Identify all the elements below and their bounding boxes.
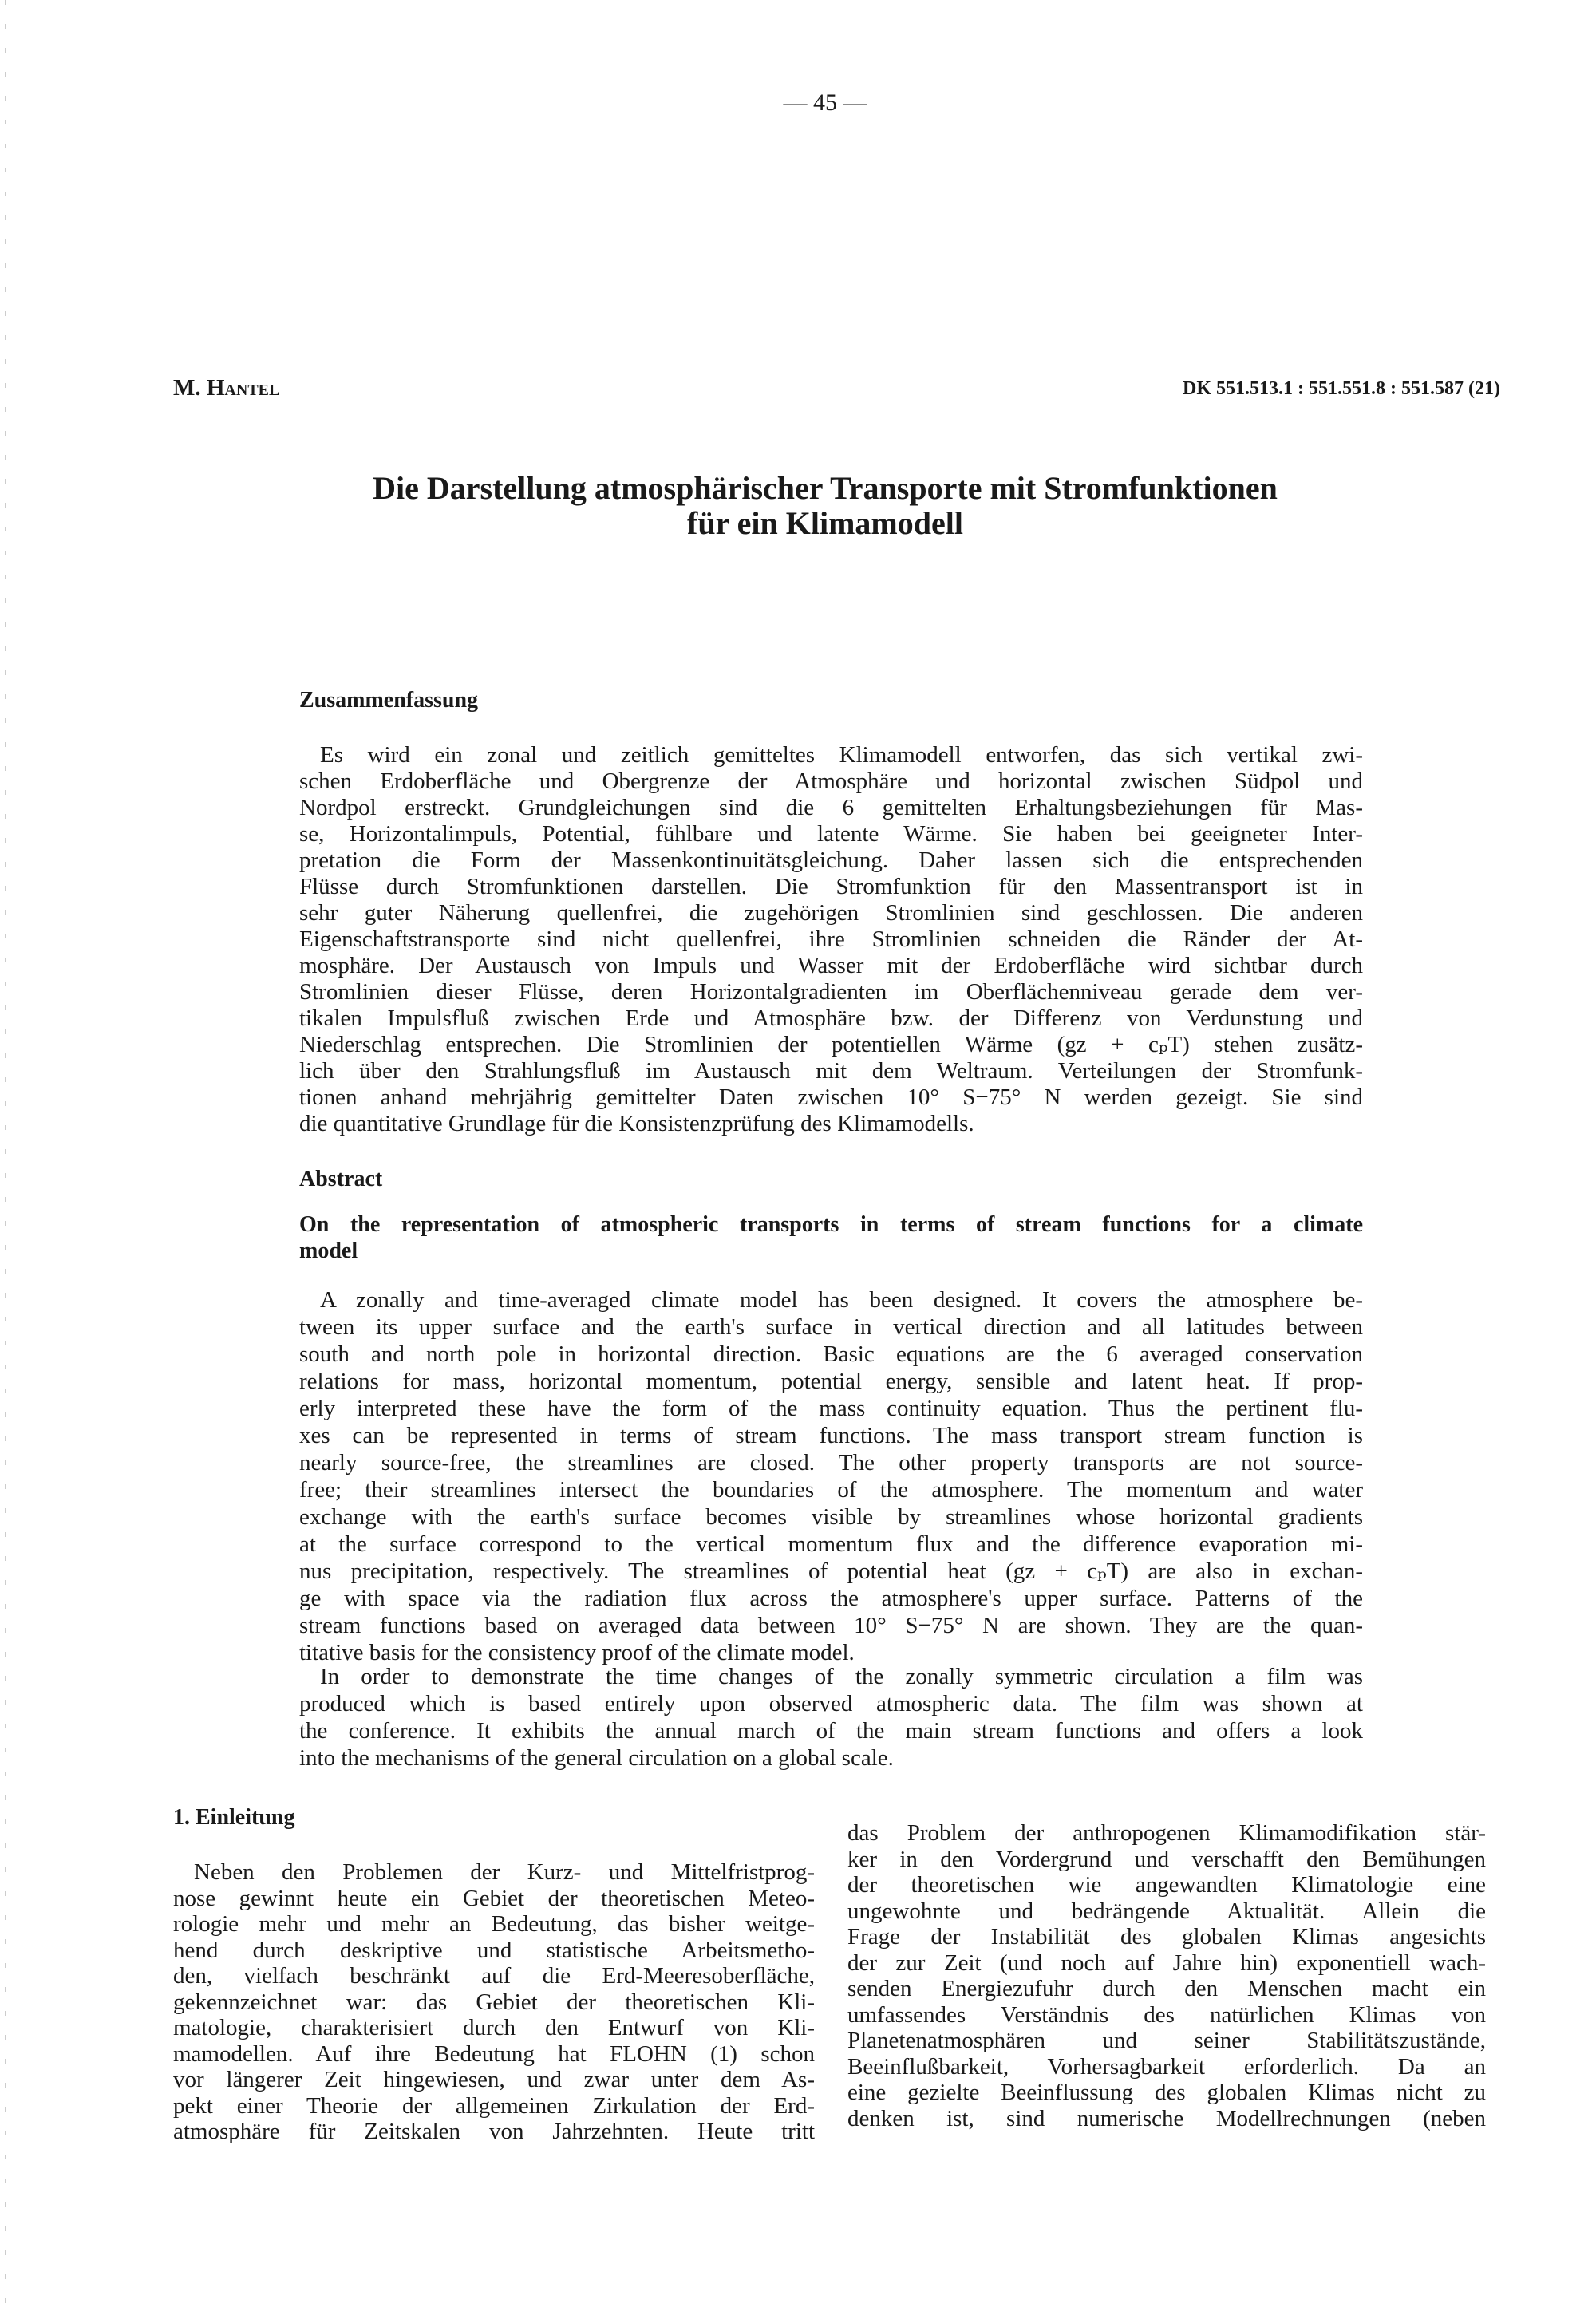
text-line: tionen anhand mehrjährig gemittelter Daten zwischen 10° S−75° N werden gezeigt. Sie sind — [299, 1084, 1363, 1110]
page-number: — 45 — — [783, 89, 867, 116]
author-initial: M. — [173, 375, 207, 401]
text-line: Flüsse durch Stromfunktionen darstellen. Die Stromfunktion für den Massentransport ist in — [299, 874, 1363, 899]
text-line: south and north pole in horizontal direction. Basic equations are the 6 averaged conservation — [299, 1341, 1363, 1367]
text-line: xes can be represented in terms of stream functions. The mass transport stream function is — [299, 1423, 1363, 1448]
text-line: Nordpol erstreckt. Grundgleichungen sind die 6 gemittelten Erhaltungsbeziehungen für Mas- — [299, 795, 1363, 820]
text-line: tikalen Impulsfluß zwischen Erde und Atmosphäre bzw. der Differenz von Verdunstung und — [299, 1005, 1363, 1031]
classification-code: DK 551.513.1 : 551.551.8 : 551.587 (21) — [1183, 378, 1500, 399]
text-line: into the mechanisms of the general circulation on a global scale. — [299, 1745, 894, 1771]
text-line: das Problem der anthropogenen Klimamodifikation stär- — [847, 1820, 1486, 1846]
abstract-subtitle — [299, 1211, 1363, 1264]
text-line: umfassendes Verständnis des natürlichen Klimas von — [847, 2001, 1486, 2028]
abstract-heading: Abstract — [299, 1167, 383, 1191]
text-line: nus precipitation, respectively. The streamlines of potential heat (gz + cₚT) are also in exchan- — [299, 1558, 1363, 1584]
text-line: A zonally and time-averaged climate model has been designed. It covers the atmosphere be- — [320, 1287, 1363, 1313]
text-line: hend durch deskriptive und statistische Arbeitsmetho- — [173, 1937, 815, 1963]
abstract-text-2 — [299, 1663, 1363, 1772]
paper-title — [0, 471, 1596, 541]
einleitung-left-column — [173, 1859, 815, 2145]
text-line: stream functions based on averaged data between 10° S−75° N are shown. They are the quan- — [299, 1613, 1363, 1638]
section-heading-einleitung: 1. Einleitung — [173, 1805, 295, 1830]
text-line: matologie, charakterisiert durch den Entwurf von Kli- — [173, 2015, 815, 2040]
text-line: titative basis for the consistency proof of the climate model. — [299, 1640, 855, 1665]
text-line: ungewohnte und bedrängende Aktualität. Allein die — [847, 1898, 1486, 1924]
einleitung-right-column — [847, 1820, 1486, 2131]
abstract-text — [299, 1286, 1363, 1666]
text-line: In order to demonstrate the time changes of the zonally symmetric circulation a film was — [320, 1664, 1363, 1689]
text-line: free; their streamlines intersect the boundaries of the atmosphere. The momentum and water — [299, 1477, 1363, 1503]
text-line: nose gewinnt heute ein Gebiet der theoretischen Meteo- — [173, 1885, 815, 1911]
subtitle-line: On the representation of atmospheric transports in terms of stream functions for a climate — [299, 1212, 1363, 1237]
zusammenfassung-heading: Zusammenfassung — [299, 688, 479, 713]
text-line: schen Erdoberfläche und Obergrenze der Atmosphäre und horizontal zwischen Südpol und — [299, 768, 1363, 794]
text-line: der theoretischen wie angewandten Klimatologie eine — [847, 1872, 1486, 1898]
text-line: senden Energiezufuhr durch den Menschen macht ein — [847, 1976, 1486, 2001]
subtitle-line: model — [299, 1238, 358, 1263]
text-line: gekennzeichnet war: das Gebiet der theoretischen Kli- — [173, 1989, 815, 2015]
author-surname: Hantel — [206, 375, 280, 401]
text-line: at the surface correspond to the vertical momentum flux and the difference evaporation mi- — [299, 1531, 1363, 1557]
text-line: nearly source-free, the streamlines are closed. The other property transports are not source- — [299, 1450, 1363, 1475]
text-line: Beeinflußbarkeit, Vorhersagbarkeit erforderlich. Da an — [847, 2053, 1486, 2080]
zusammenfassung-text — [299, 742, 1363, 1137]
author — [173, 375, 279, 401]
text-line: se, Horizontalimpuls, Potential, fühlbare und latente Wärme. Sie haben bei geeigneter Inter- — [299, 821, 1363, 847]
text-line: atmosphäre für Zeitskalen von Jahrzehnten. Heute tritt — [173, 2119, 815, 2144]
text-line: Es wird ein zonal und zeitlich gemitteltes Klimamodell entworfen, das sich vertikal zwi- — [320, 742, 1363, 768]
text-line: Stromlinien dieser Flüsse, deren Horizontalgradienten im Oberflächenniveau gerade dem ver- — [299, 979, 1363, 1005]
text-line: Eigenschaftstransporte sind nicht quellenfrei, ihre Stromlinien schneiden die Ränder der At- — [299, 926, 1363, 952]
text-line: ker in den Vordergrund und verschafft den Bemühungen — [847, 1846, 1486, 1872]
text-line: Niederschlag entsprechen. Die Stromlinien der potentiellen Wärme (gz + cₚT) stehen zusätz- — [299, 1032, 1363, 1057]
text-line: rologie mehr und mehr an Bedeutung, das bisher weitge- — [173, 1911, 815, 1937]
title-line: Die Darstellung atmosphärischer Transporte mit Stromfunktionen — [373, 470, 1278, 506]
text-line: sehr guter Näherung quellenfrei, die zugehörigen Stromlinien sind geschlossen. Die anderen — [299, 900, 1363, 926]
text-line: exchange with the earth's surface becomes visible by streamlines whose horizontal gradients — [299, 1504, 1363, 1530]
text-line: die quantitative Grundlage für die Konsistenzprüfung des Klimamodells. — [299, 1111, 974, 1136]
text-line: erly interpreted these have the form of the mass continuity equation. Thus the pertinent flu- — [299, 1396, 1363, 1421]
text-line: relations for mass, horizontal momentum, potential energy, sensible and latent heat. If prop- — [299, 1369, 1363, 1394]
text-line: produced which is based entirely upon observed atmospheric data. The film was shown at — [299, 1691, 1363, 1716]
text-line: der zur Zeit (und noch auf Jahre hin) exponentiell wach- — [847, 1950, 1486, 1976]
text-line: the conference. It exhibits the annual march of the main stream functions and offers a look — [299, 1718, 1363, 1744]
text-line: vor längerer Zeit hingewiesen, und zwar unter dem As- — [173, 2067, 815, 2092]
text-line: pekt einer Theorie der allgemeinen Zirkulation der Erd- — [173, 2092, 815, 2119]
text-line: eine gezielte Beeinflussung des globalen Klimas nicht zu — [847, 2080, 1486, 2105]
text-line: denken ist, sind numerische Modellrechnungen (neben — [847, 2105, 1486, 2131]
text-line: Neben den Problemen der Kurz- und Mittelfristprog- — [194, 1859, 815, 1885]
text-line: ge with space via the radiation flux across the atmosphere's upper surface. Patterns of the — [299, 1586, 1363, 1611]
text-line: mosphäre. Der Austausch von Impuls und Wasser mit der Erdoberfläche wird sichtbar durch — [299, 953, 1363, 978]
title-line: für ein Klimamodell — [687, 505, 963, 541]
text-line: Planetenatmosphären und seiner Stabilitätszustände, — [847, 2028, 1486, 2053]
text-line: den, vielfach beschränkt auf die Erd-Meeresoberfläche, — [173, 1963, 815, 1989]
text-line: pretation die Form der Massenkontinuitätsgleichung. Daher lassen sich die entsprechenden — [299, 847, 1363, 873]
text-line: lich über den Strahlungsfluß im Austausch mit dem Weltraum. Verteilungen der Stromfunk- — [299, 1058, 1363, 1084]
scan-edge — [5, 0, 6, 2311]
text-line: Frage der Instabilität des globalen Klimas angesichts — [847, 1924, 1486, 1950]
text-line: mamodellen. Auf ihre Bedeutung hat FLOHN (1) schon — [173, 2040, 815, 2067]
text-line: tween its upper surface and the earth's surface in vertical direction and all latitudes between — [299, 1314, 1363, 1340]
